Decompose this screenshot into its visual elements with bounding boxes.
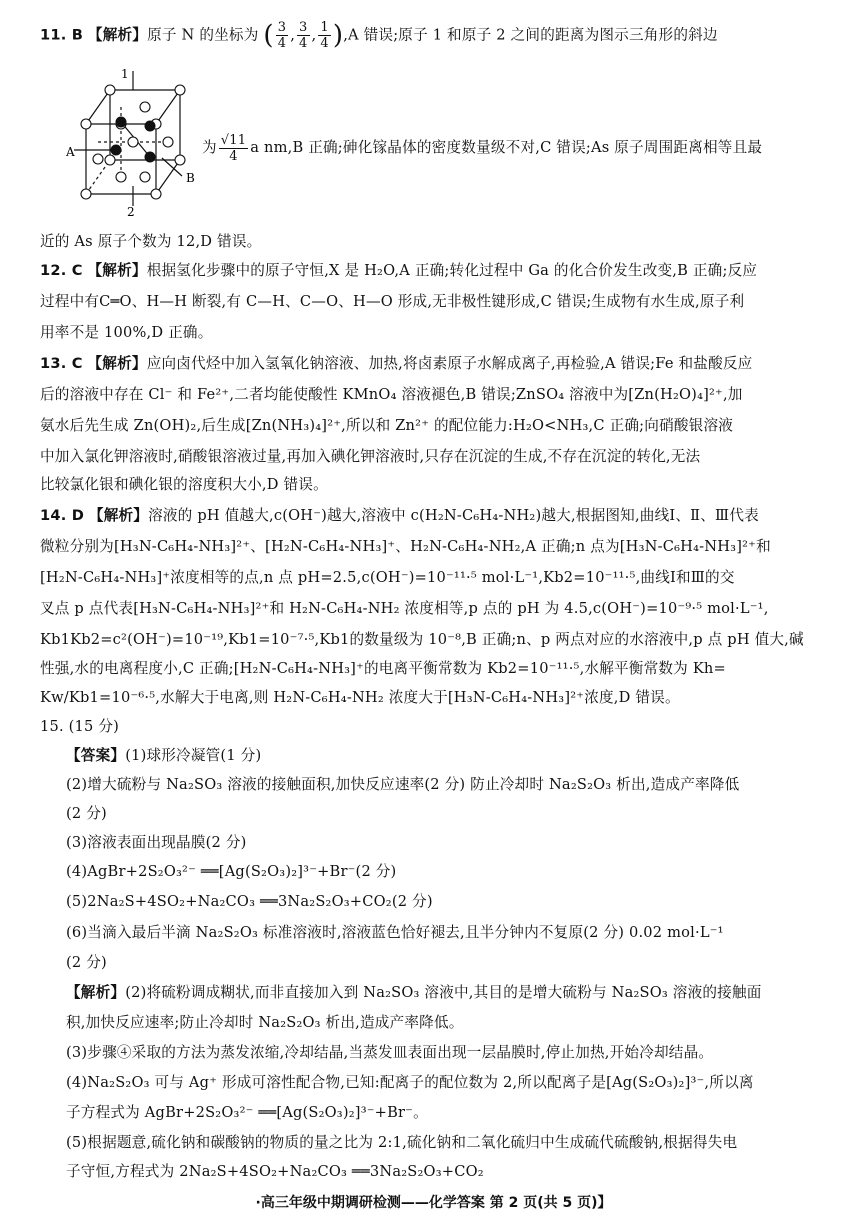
q11-tag: 【解析】 [87, 26, 148, 44]
q13-line-1: 13. C 【解析】应向卤代烃中加入氢氧化钠溶液、加热,将卤素原子水解成离子,再检验,A 错误;Fe 和盐酸反应 [40, 355, 753, 372]
q14-line-6: 性强,水的电离程度小,C 正确;[H₂N-C₆H₄-NH₃]⁺的电离平衡常数为 Kb2=10⁻¹¹·⁵,水解平衡常数为 Kh= [40, 660, 726, 677]
q11-line-1: 11. B 【解析】原子 N 的坐标为 ( $\frac{3}{4}$ , $\frac{3}{4}$ , $\frac{1}{4}$ ),A 错误;原子 1 和原子 2 之间的距离为图示三角形的斜边 [40, 20, 828, 48]
q15-explain-4b: 子守恒,方程式为 2Na₂S+4SO₂+Na₂CO₃ ══3Na₂S₂O₃+CO₂ [66, 1163, 484, 1180]
label-atom-1: 1 [121, 67, 129, 81]
q15-answer-3: (3)溶液表面出现晶膜(2 分) [66, 834, 247, 851]
q15-explain-1: 【解析】(2)将硫粉调成糊状,而非直接加入到 Na₂SO₃ 溶液中,其目的是增大硫粉与 Na₂SO₃ 溶液的接触面 [66, 984, 762, 1001]
label-atom-2: 2 [127, 205, 135, 216]
q15-answer-4: (4)AgBr+2S₂O₃²⁻ ══[Ag(S₂O₃)₂]³⁻+Br⁻(2 分) [66, 863, 397, 880]
q13-line-3: 氨水后先生成 Zn(OH)₂,后生成[Zn(NH₃)₄]²⁺,所以和 Zn²⁺ 的配位能力:H₂O<NH₃,C 正确;向硝酸银溶液 [40, 417, 734, 434]
q15-answer-6: (6)当滴入最后半滴 Na₂S₂O₃ 标准溶液时,溶液蓝色恰好褪去,且半分钟内不复原(2 分) 0.02 mol·L⁻¹ [66, 924, 724, 941]
q13-line-2: 后的溶液中存在 Cl⁻ 和 Fe²⁺,二者均能使酸性 KMnO₄ 溶液褪色,B 错误;ZnSO₄ 溶液中为[Zn(H₂O)₄]²⁺,加 [40, 386, 743, 403]
frac-z: $\frac{1}{4}$ [320, 20, 329, 48]
q15-answer-2b: (2 分) [66, 805, 107, 822]
q15-explain-3b: 子方程式为 AgBr+2S₂O₃²⁻ ══[Ag(S₂O₃)₂]³⁻+Br⁻。 [66, 1104, 428, 1121]
frac-sqrt11: $\frac{√11}{4}$ [220, 132, 247, 164]
frac-x: $\frac{3}{4}$ [277, 20, 287, 48]
q14-line-5: Kb1Kb2=c²(OH⁻)=10⁻¹⁹,Kb1=10⁻⁷·⁵,Kb1的数量级为 10⁻⁸,B 正确;n、p 两点对应的水溶液中,p 点 pH 值大,碱 [40, 631, 804, 648]
q15-explain-2: (3)步骤④采取的方法为蒸发浓缩,冷却结晶,当蒸发皿表面出现一层晶膜时,停止加热,开始冷却结晶。 [66, 1044, 714, 1061]
q12-line-1: 12. C 【解析】根据氢化步骤中的原子守恒,X 是 H₂O,A 正确;转化过程中 Ga 的化合价发生改变,B 正确;反应 [40, 262, 758, 279]
q11-number: 11. B [40, 26, 84, 44]
crystal-cell-diagram [64, 66, 204, 216]
frac-y: $\frac{3}{4}$ [299, 20, 308, 48]
q15-explain-4: (5)根据题意,硫化钠和碳酸钠的物质的量之比为 2:1,硫化钠和二氧化硫归中生成硫代硫酸钠,根据得失电 [66, 1134, 738, 1151]
label-a: A [66, 145, 75, 159]
q15-heading: 15. (15 分) [40, 718, 120, 735]
q15-explain-3: (4)Na₂S₂O₃ 可与 Ag⁺ 形成可溶性配合物,已知:配离子的配位数为 2,所以配离子是[Ag(S₂O₃)₂]³⁻,所以离 [66, 1074, 754, 1091]
q15-answer-1: 【答案】(1)球形冷凝管(1 分) [66, 747, 262, 764]
q14-line-3: [H₂N-C₆H₄-NH₃]⁺浓度相等的点,n 点 pH=2.5,c(OH⁻)=10⁻¹¹·⁵ mol·L⁻¹,Kb2=10⁻¹¹·⁵,曲线Ⅰ和Ⅲ的交 [40, 569, 735, 586]
q11-line-2: 为 $\frac{√11}{4}$ a nm,B 正确;砷化镓晶体的密度数量级不对,C 错误;As 原子周围距离相等且最 [202, 132, 763, 164]
q13-line-4: 中加入氯化钾溶液时,硝酸银溶液过量,再加入碘化钾溶液时,只存在沉淀的生成,不存在沉淀的转化,无法 [40, 448, 701, 465]
q15-answer-6b: (2 分) [66, 954, 107, 971]
q15-answer-5: (5)2Na₂S+4SO₂+Na₂CO₃ ══3Na₂S₂O₃+CO₂(2 分) [66, 893, 433, 910]
q14-line-4: 叉点 p 点代表[H₃N-C₆H₄-NH₃]²⁺和 H₂N-C₆H₄-NH₂ 浓度相等,p 点的 pH 为 4.5,c(OH⁻)=10⁻⁹·⁵ mol·L⁻¹, [40, 600, 769, 617]
q12-line-3: 用率不是 100%,D 正确。 [40, 324, 213, 341]
q15-answer-2: (2)增大硫粉与 Na₂SO₃ 溶液的接触面积,加快反应速率(2 分) 防止冷却时 Na₂S₂O₃ 析出,造成产率降低 [66, 776, 740, 793]
atom-white [81, 85, 185, 199]
page-footer: ·高三年级中期调研检测——化学答案 第 2 页(共 5 页)】 [255, 1195, 612, 1211]
q12-line-2: 过程中有C═O、H—H 断裂,有 C—H、C—O、H—O 形成,无非极性键形成,C 错误;生成物有水生成,原子利 [40, 293, 745, 310]
q14-line-2: 微粒分别为[H₃N-C₆H₄-NH₃]²⁺、[H₂N-C₆H₄-NH₃]⁺、H₂N-C₆H₄-NH₂,A 正确;n 点为[H₃N-C₆H₄-NH₃]²⁺和 [40, 538, 771, 555]
q13-line-5: 比较氯化银和碘化银的溶度积大小,D 错误。 [40, 476, 328, 493]
q14-line-1: 14. D 【解析】溶液的 pH 值越大,c(OH⁻)越大,溶液中 c(H₂N-C₆H₄-NH₂)越大,根据图知,曲线Ⅰ、Ⅱ、Ⅲ代表 [40, 507, 759, 524]
q11-line-3: 近的 As 原子个数为 12,D 错误。 [40, 233, 262, 250]
q14-line-7: Kw/Kb1=10⁻⁶·⁵,水解大于电离,则 H₂N-C₆H₄-NH₂ 浓度大于[H₃N-C₆H₄-NH₃]²⁺浓度,D 错误。 [40, 689, 680, 706]
q15-explain-1b: 积,加快反应速率;防止冷却时 Na₂S₂O₃ 析出,造成产率降低。 [66, 1014, 464, 1031]
label-b: B [186, 171, 195, 185]
